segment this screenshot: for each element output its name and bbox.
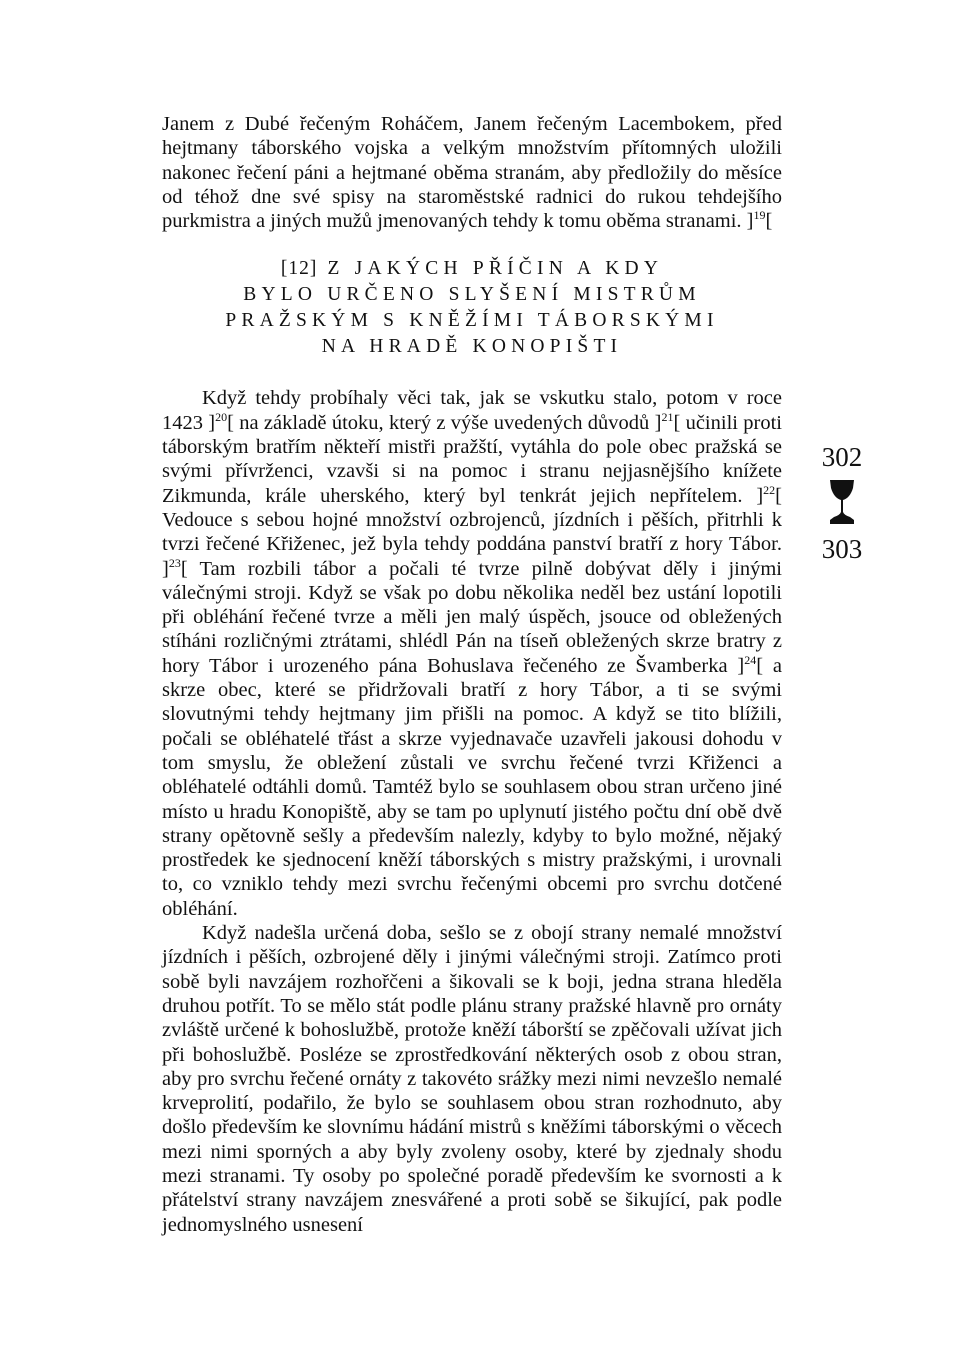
heading-line-4: NA HRADĚ KONOPIŠTI xyxy=(321,336,623,358)
paragraph-text: Janem z Dubé řečeným Roháčem, Janem řečeným Lacembokem, před hejtmany táborského vojska a velkým množstvím přítomných uložili nakonec řečení páni a hejtmané oběma stranám, aby předložily do měsíce od téhož dne své spisy na staroměstské radnici do rukou tehdejšího purkmistra a jiných mužů jmenovaných tehdy k tomu oběma stranami. ] xyxy=(162,113,782,233)
paragraph-2: Když nadešla určená doba, sešlo se z obojí strany nemalé množství jízdních i pěších, ozbrojené děly i jinými válečnými stroji. Zatímco proti sobě byli navzájem rozhořčeni a šikovali se k boji, jedna strana hleděla druhou potřít. To se mělo stát podle plánu strany pražské hlavně pro ornáty zvláště určené k bohoslužbě, protože kněží táborští se zpěčovali užívat jich při bohoslužbě. Posléze se zprostředkování některých osob z obou stran, aby pro svrchu řečené ornáty z takovéto srážky mezi nimi nevzešlo nemalé krveprolití, podařilo, že bylo se souhlasem obou stran rozhodnuto, aby došlo především ke slovnímu hádání mistrů s kněžími táborskými o věcech mezi nimi sporných a aby byly zvoleny osoby, které by zjednaly shodu mezi stranami. Ty osoby po společné poradě především ke svornosti a k přátelství strany navzájem znesvářené a proti sobě se šikující, pak podle jednomyslného usnesení xyxy=(162,922,782,1236)
footnote-ref: 22 xyxy=(763,482,776,497)
footnote-ref: 19 xyxy=(753,208,766,223)
chapter-heading xyxy=(162,256,782,360)
page-text xyxy=(162,112,782,1237)
page-number-next: 303 xyxy=(821,534,863,564)
paragraph-text: [ učinili proti táborským bratřím někteří mistři pražští, vytáhla do pole obec pražská se svými přívrženci, vzavši si na pomoc i stranu nejjasnějšího knížete Zikmunda, krále uherského, který byl tenkrát jejich nepřítelem. ] xyxy=(162,411,782,507)
paragraph-text: Když tehdy probíhaly věci tak, jak se vskutku stalo, potom v roce 1423 ] xyxy=(162,387,782,434)
paragraph-1 xyxy=(162,386,782,921)
heading-line-3: PRAŽSKÝM S KNĚŽÍMI TÁBORSKÝMI xyxy=(225,310,719,332)
footnote-ref: 23 xyxy=(168,555,181,570)
chapter-number: [12] xyxy=(280,258,318,280)
footnote-ref: 21 xyxy=(661,409,674,424)
paragraph-text: [ na základě útoku, který z výše uvedených důvodů ] xyxy=(227,411,662,434)
footnote-ref: 24 xyxy=(744,652,757,667)
paragraph-text: [ Vedouce s sebou hojné množství ozbrojenců, jízdních i pěších, přitrhli k tvrzi řečené Křiženec, jež byla tehdy poddána panství bratří z hory Tábor. ] xyxy=(162,484,782,580)
footnote-ref: 20 xyxy=(215,409,228,424)
paragraph-text: [ Tam rozbili tábor a počali té tvrze pilně dobývat děly i jinými válečnými stroji. Když se však po dobu několika neděl bez ustání lopotili při obléhání řečené tvrze a měli jen malý úspěch, jsouce od obležených stíháni rozličnými ztrátami, shlédl Pán na tíseň obležených skrze bratry z hory Tábor i urozeného pána Bohuslava řečeného ze Švamberka ] xyxy=(162,557,782,677)
heading-line-1: Z JAKÝCH PŘÍČIN A KDY xyxy=(327,258,664,280)
page-number-original: 302 xyxy=(821,442,863,472)
margin-page-marker xyxy=(812,440,872,566)
paragraph-text: [ a skrze obec, které se přidržovali bratří z hory Tábor, a ti se svými slovutnými tehdy hejtmany jim přišli na pomoc. A když se tito blížili, počali se obléhatelé třást a skrze vyjednavače uzavřeli jakousi dohodu v tom smyslu, že obležení zůstali ve svrchu řečené tvrzi Křiženci a obléhatelé odtáhli domů. Tamtéž bylo se souhlasem obou stran určeno jiné místo u hradu Konopiště, aby se tam po uplynutí jistého počtu dní obě dvě strany opětovně sešly a především nalezly, kdyby to bylo možné, nějaký prostředek ke sjednocení kněží táborských s mistry pražskými, i urovnali to, co vzniklo tehdy mezi svrchu řečenými obcemi pro svrchu dotčené obléhání. xyxy=(162,654,782,920)
heading-line-2: BYLO URČENO SLYŠENÍ MISTRŮM xyxy=(243,284,701,306)
paragraph-opening: Janem z Dubé řečeným Roháčem, Janem řečeným Lacembokem, před hejtmany táborského vojska a velkým množstvím přítomných uložili nakonec řečení páni a hejtmané oběma stranám, aby předložily do měsíce od téhož dne své spisy na staroměstské radnici do rukou tehdejšího purkmistra a jiných mužů jmenovaných tehdy k tomu oběma stranami. ]$^{19}$[ xyxy=(162,113,782,233)
chalice-icon xyxy=(828,478,856,526)
